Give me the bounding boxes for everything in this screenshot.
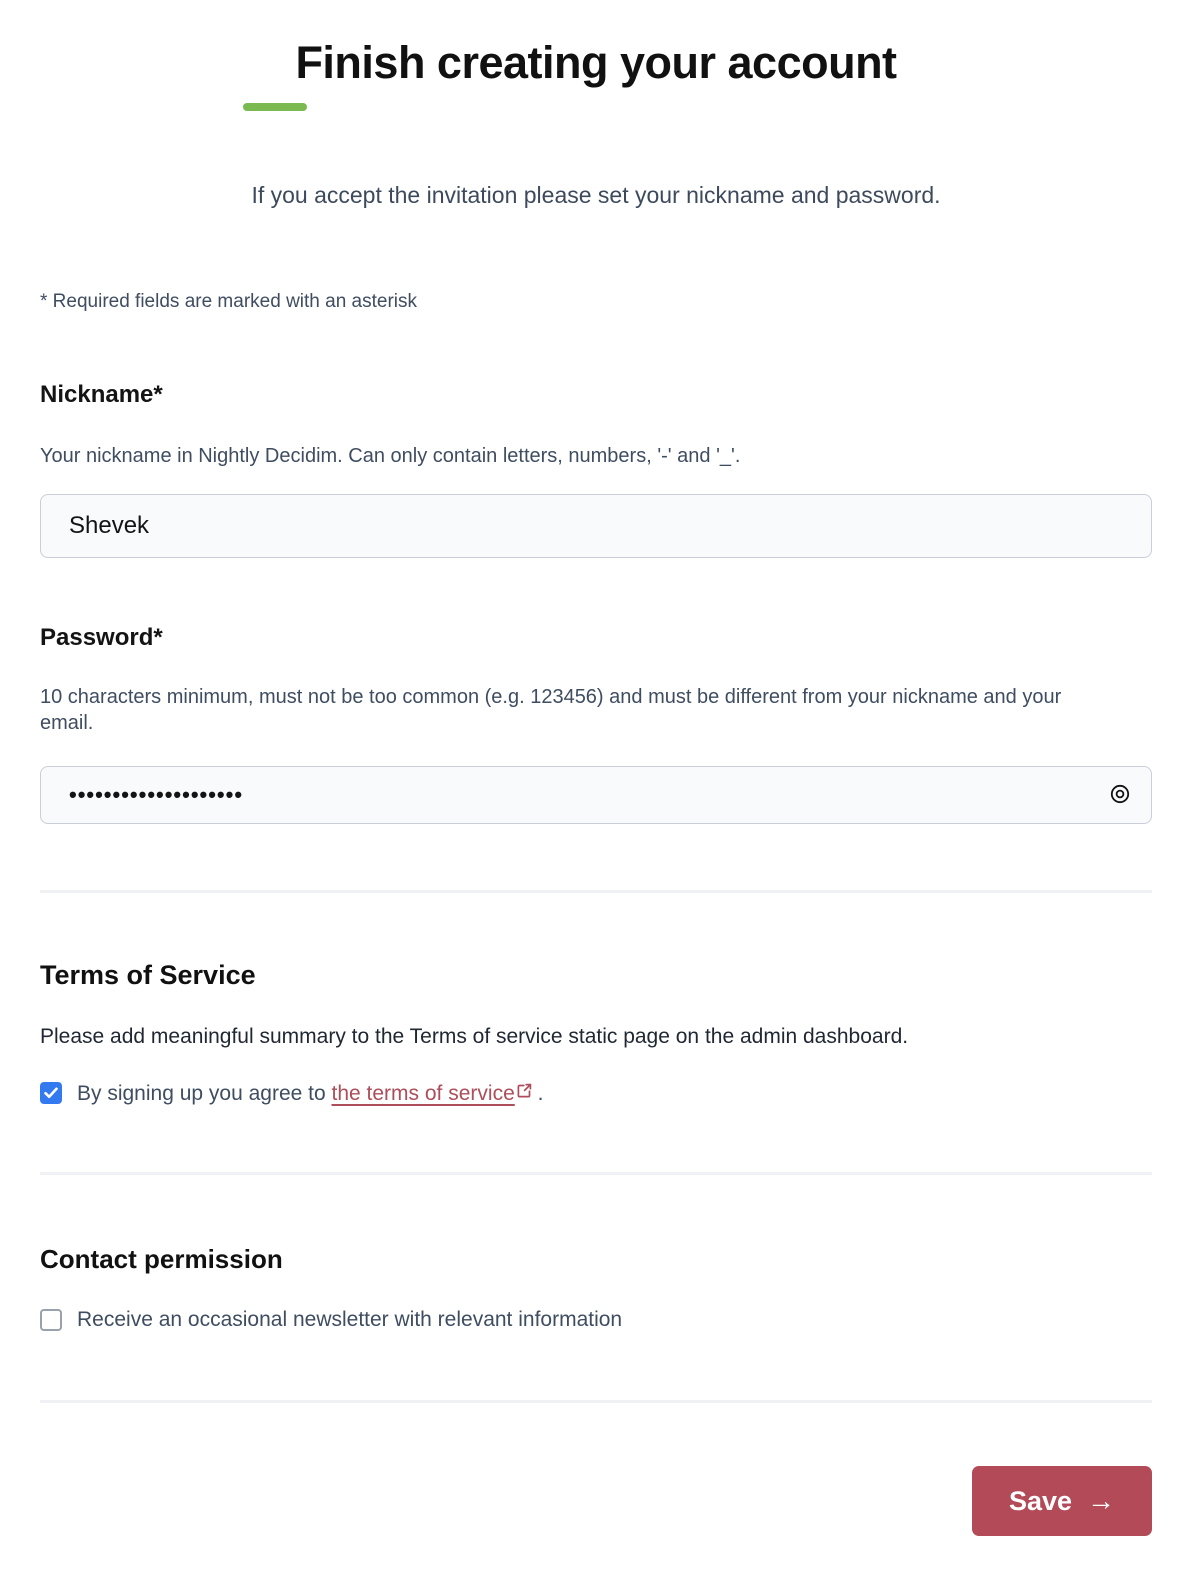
password-label: Password* [40,624,163,651]
terms-section [40,957,1152,1107]
eye-icon [1109,783,1131,808]
required-fields-note: * Required fields are marked with an asterisk [40,291,418,312]
password-help-text: 10 characters minimum, must not be too common (e.g. 123456) and must be different from your nickname and your email. [40,686,1062,734]
save-button-label: Save [1008,1485,1073,1516]
nickname-label: Nickname* [40,381,163,408]
terms-summary: Please add meaningful summary to the Terms of service static page on the admin dashboard. [40,1025,909,1048]
contact-permission-section [40,1241,1152,1333]
section-divider [40,1172,1152,1175]
page-subtitle: If you accept the invitation please set your nickname and password. [251,182,941,208]
save-button[interactable] [972,1466,1152,1536]
arrow-right-icon: → [1087,1485,1116,1516]
checkmark-icon [44,1080,58,1106]
newsletter-checkbox-label: Receive an occasional newsletter with relevant information [77,1308,623,1331]
contact-permission-heading: Contact permission [40,1244,283,1274]
nickname-input[interactable] [40,494,1152,558]
newsletter-checkbox-row [40,1307,1152,1333]
password-input[interactable] [40,766,1152,824]
section-divider [40,1400,1152,1403]
password-input-wrapper [40,766,1152,824]
terms-label-suffix: . [537,1082,544,1105]
terms-of-service-link[interactable]: the terms of service [331,1082,515,1105]
newsletter-checkbox[interactable] [40,1309,62,1331]
external-link-icon [517,1080,532,1103]
terms-checkbox-label [77,1079,543,1107]
section-divider [40,890,1152,893]
password-visibility-toggle[interactable] [1102,777,1138,813]
title-accent-bar [243,103,307,111]
page-title: Finish creating your account [295,37,897,88]
terms-label-prefix: By signing up you agree to [77,1082,326,1105]
nickname-field-group [40,380,1152,558]
nickname-help-text: Your nickname in Nightly Decidim. Can only contain letters, numbers, '-' and '_'. [40,445,741,467]
terms-checkbox-row [40,1079,1152,1107]
password-field-group [40,623,1152,824]
terms-checkbox[interactable] [40,1082,62,1104]
terms-heading: Terms of Service [40,960,256,990]
